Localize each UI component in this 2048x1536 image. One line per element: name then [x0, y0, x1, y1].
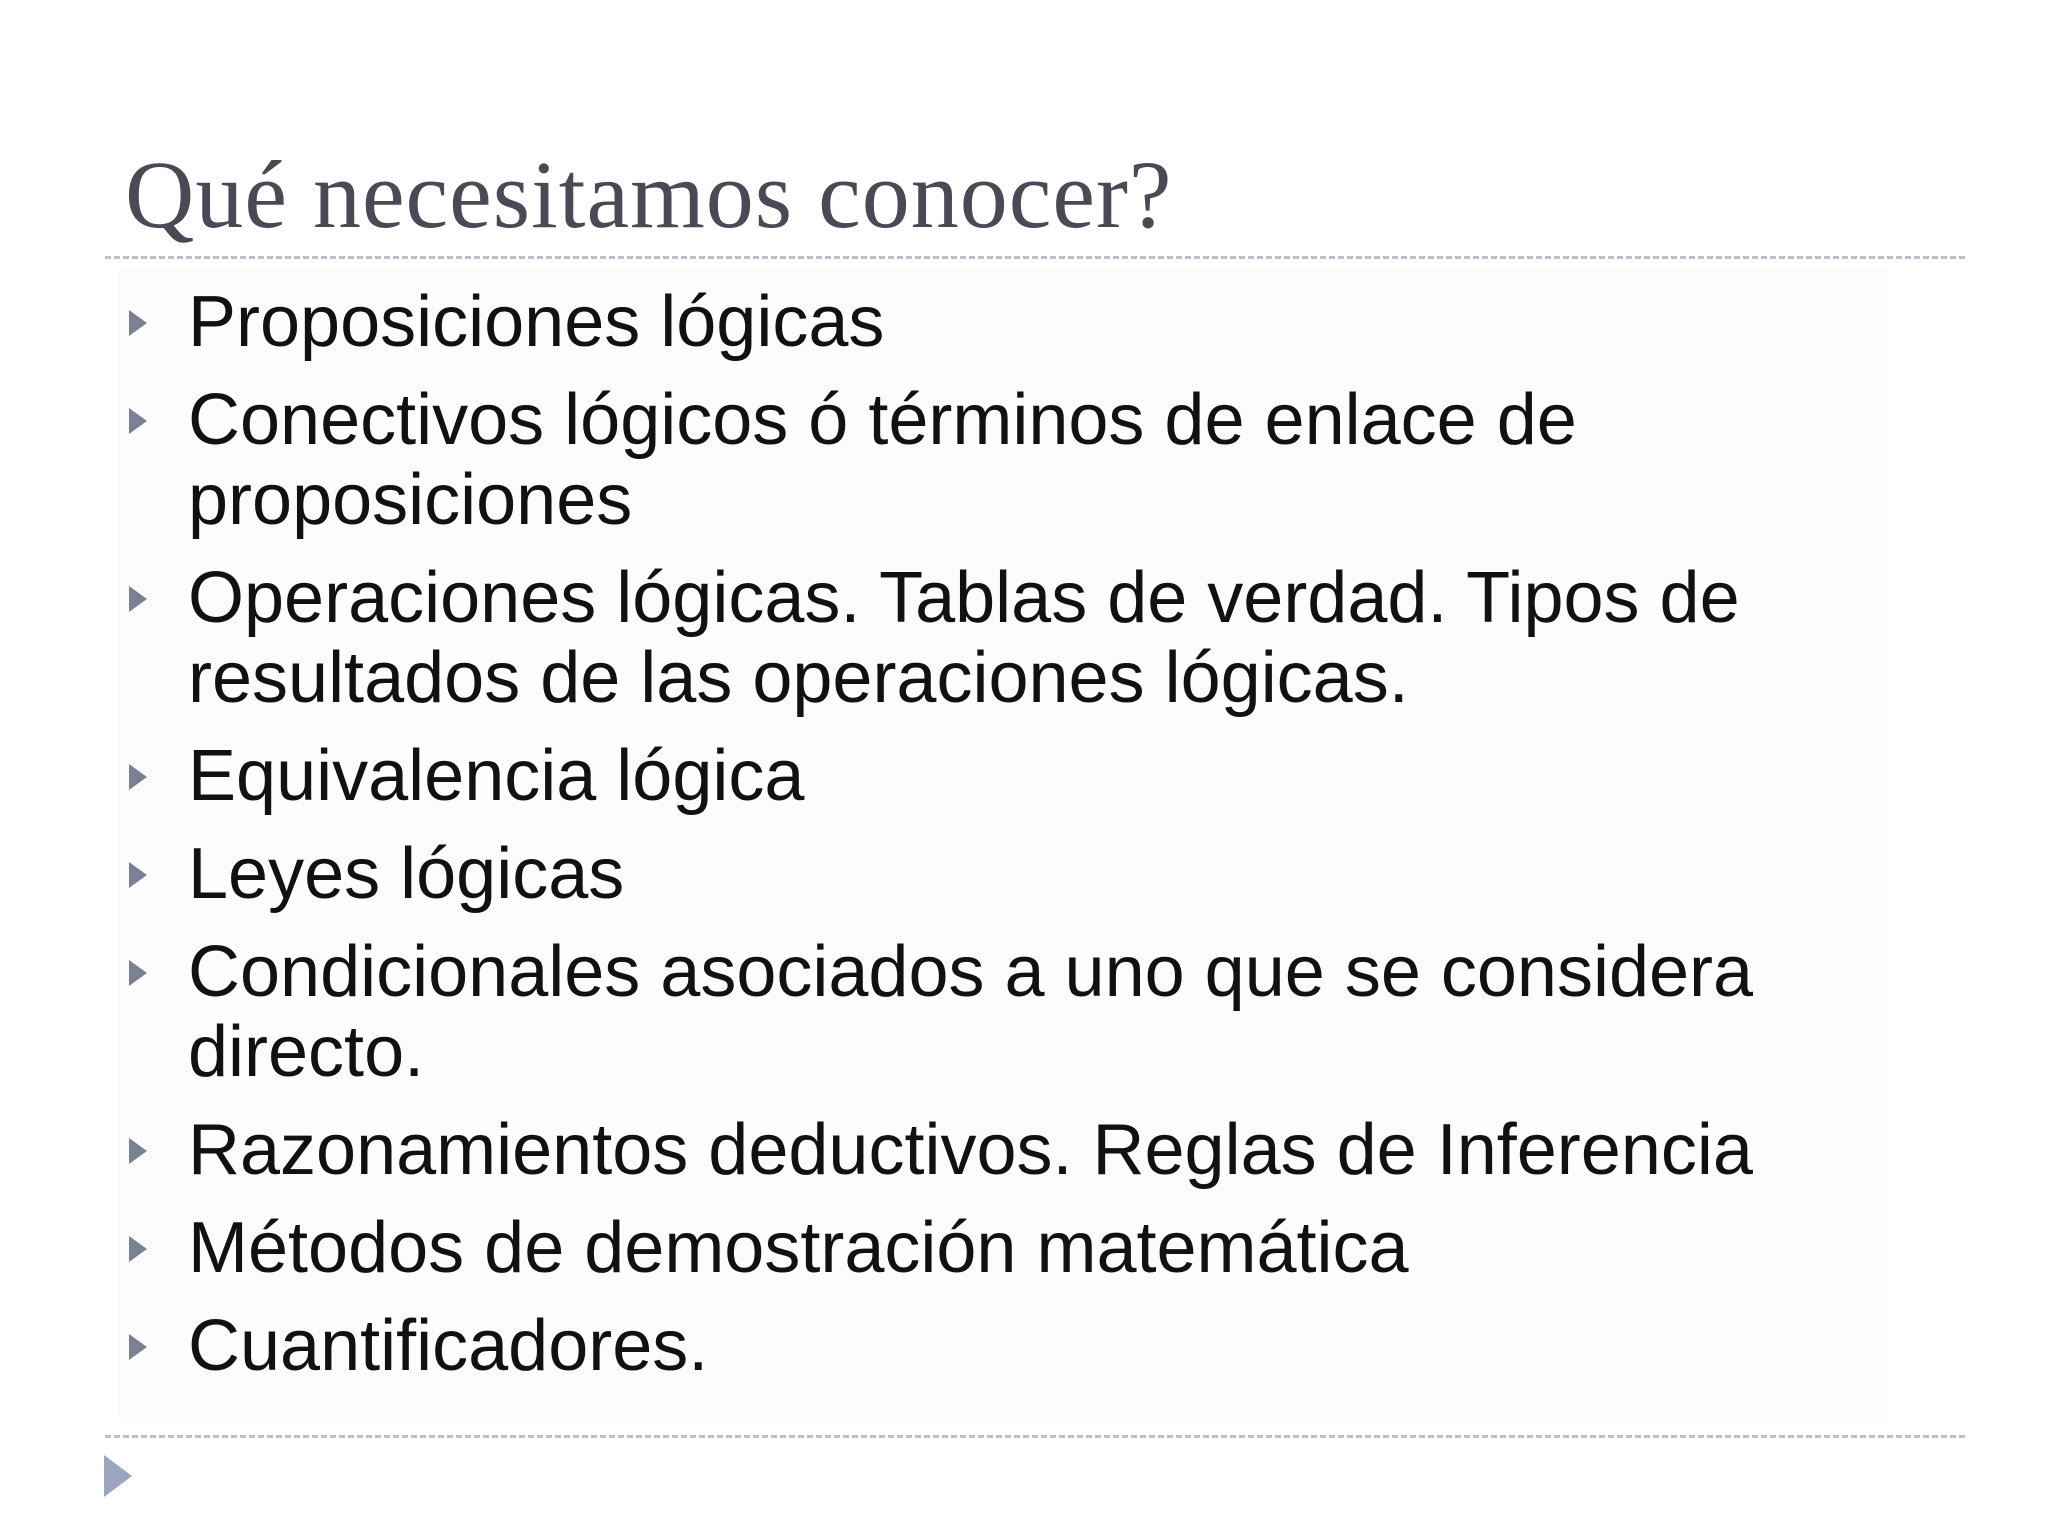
list-item — [125, 558, 1885, 718]
list-item — [125, 1306, 1885, 1386]
triangle-right-icon — [129, 310, 147, 336]
triangle-right-icon — [129, 1334, 147, 1360]
bullet-text: Equivalencia lógica — [188, 736, 805, 816]
bullet-text: Métodos de demostración matemática — [188, 1208, 1409, 1288]
triangle-right-icon — [129, 960, 147, 986]
bullet-list — [125, 282, 1885, 1404]
list-item — [125, 1110, 1885, 1190]
triangle-right-icon — [129, 764, 147, 790]
bullet-text: Cuantificadores. — [188, 1306, 709, 1386]
corner-triangle-icon — [104, 1455, 132, 1497]
triangle-right-icon — [129, 586, 147, 612]
list-item — [125, 834, 1885, 914]
bullet-text: Operaciones lógicas. Tablas de verdad. Tipos de resultados de las operaciones lógicas. — [188, 558, 1740, 718]
bullet-text: Razonamientos deductivos. Reglas de Inferencia — [188, 1110, 1753, 1190]
triangle-right-icon — [129, 862, 147, 888]
bullet-text: Condicionales asociados a uno que se considera directo. — [188, 932, 1754, 1092]
bullet-text: Conectivos lógicos ó términos de enlace de proposiciones — [188, 380, 1577, 540]
slide-title: Qué necesitamos conocer? — [125, 141, 1173, 248]
triangle-right-icon — [129, 1138, 147, 1164]
triangle-right-icon — [129, 408, 147, 434]
title-divider — [105, 256, 1965, 259]
list-item — [125, 380, 1885, 540]
footer-divider — [105, 1435, 1965, 1438]
list-item — [125, 1208, 1885, 1288]
bullet-text: Proposiciones lógicas — [188, 282, 885, 362]
list-item — [125, 736, 1885, 816]
triangle-right-icon — [129, 1236, 147, 1262]
bullet-text: Leyes lógicas — [188, 834, 625, 914]
list-item — [125, 932, 1885, 1092]
list-item — [125, 282, 1885, 362]
